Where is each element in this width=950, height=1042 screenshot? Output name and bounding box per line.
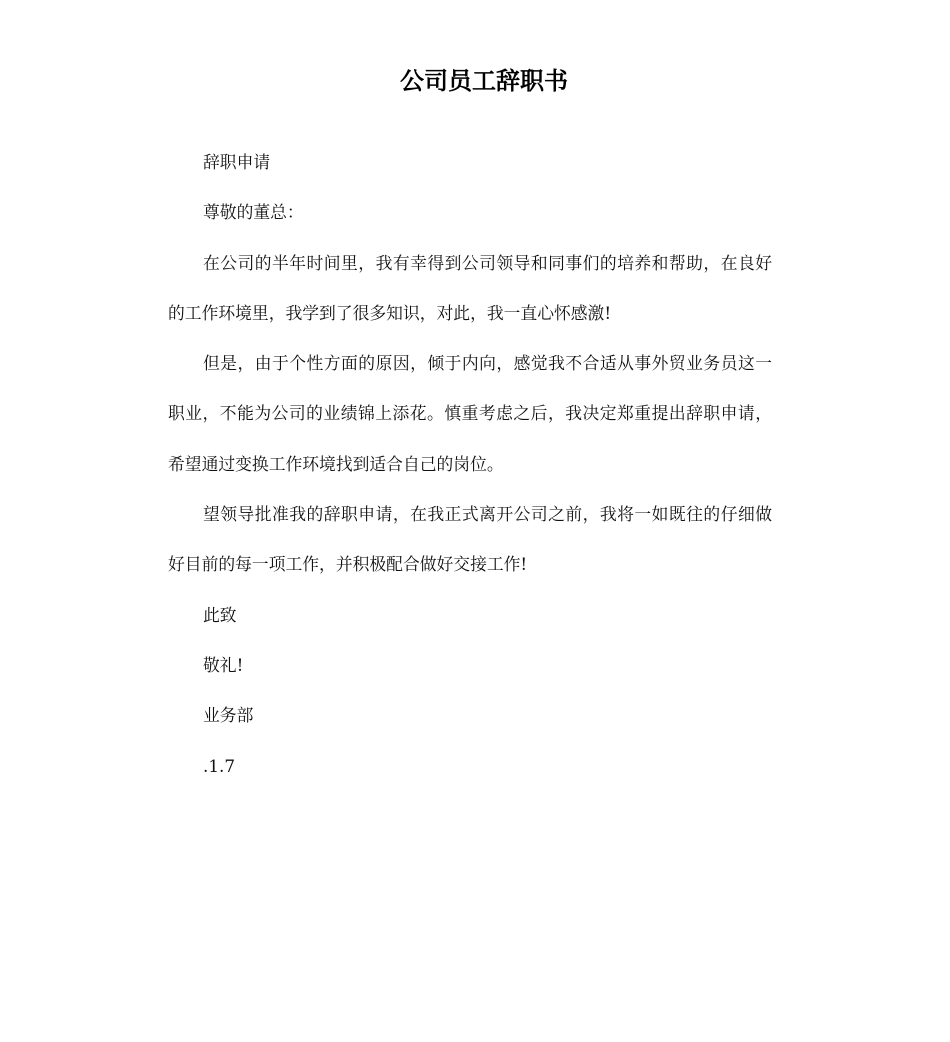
letter-closing: 此致 <box>203 604 237 625</box>
letter-department: 业务部 <box>203 705 254 726</box>
document-body <box>168 137 772 791</box>
letter-paragraph-request: 望领导批准我的辞职申请，在我正式离开公司之前，我将一如既往的仔细做好目前的每一项工作，并积极配合做好交接工作! <box>168 504 772 575</box>
letter-heading: 辞职申请 <box>203 152 271 172</box>
letter-paragraph-reason: 但是，由于个性方面的原因，倾于内向，感觉我不合适从事外贸业务员这一职业，不能为公司的业绩锦上添花。慎重考虑之后，我决定郑重提出辞职申请，希望通过变换工作环境找到适合自己的岗位。 <box>168 353 772 474</box>
letter-paragraph-gratitude: 在公司的半年时间里，我有幸得到公司领导和同事们的培养和帮助，在良好的工作环境里，我学到了很多知识，对此，我一直心怀感激! <box>168 252 772 323</box>
letter-date: .1.7 <box>203 755 236 776</box>
letter-salutation: 尊敬的董总： <box>203 202 304 223</box>
document-title: 公司员工辞职书 <box>400 67 568 95</box>
letter-regards: 敬礼! <box>203 654 244 675</box>
